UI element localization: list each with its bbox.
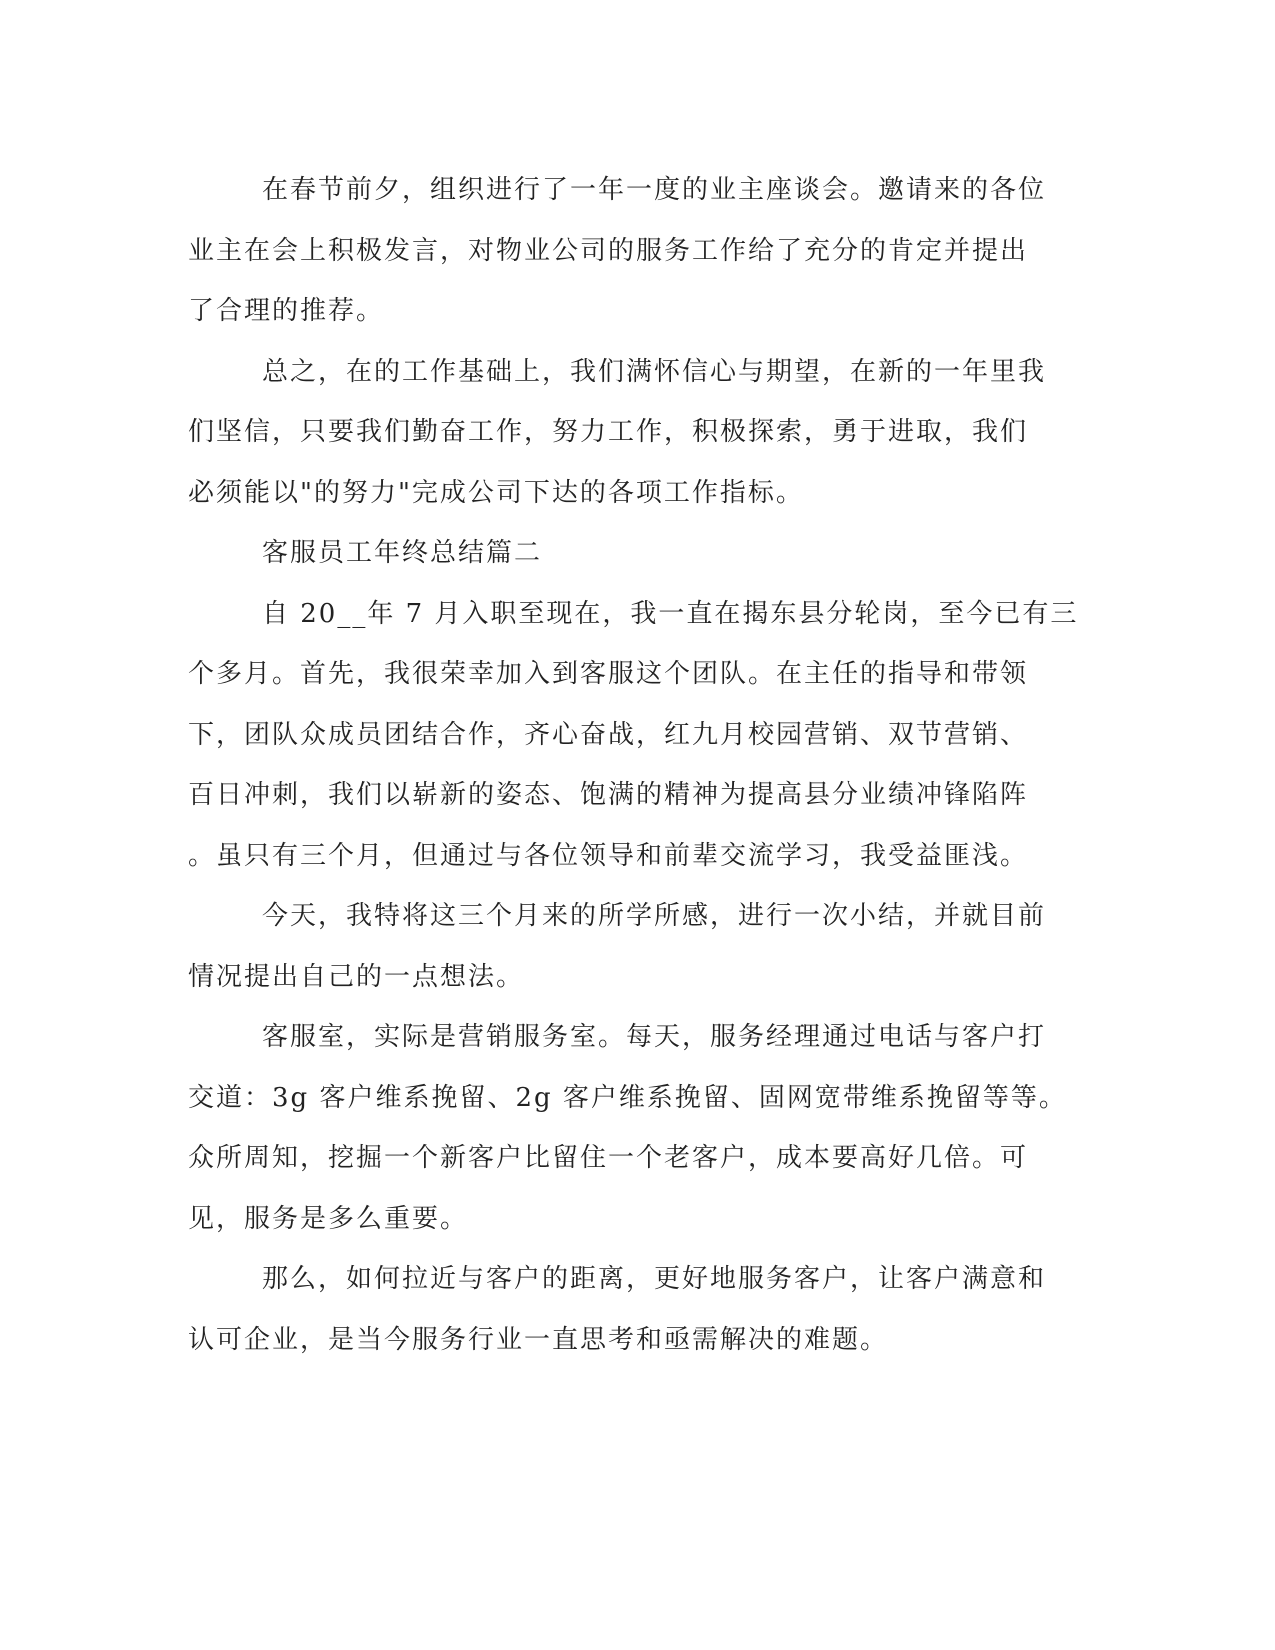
paragraph-line: 那么，如何拉近与客户的距离，更好地服务客户，让客户满意和 — [262, 1264, 1047, 1294]
paragraph-line: 业主在会上积极发言，对物业公司的服务工作给了充分的肯定并提出 — [188, 235, 1029, 266]
paragraph-line: 个多月。首先，我很荣幸加入到客服这个团队。在主任的指导和带领 — [188, 659, 1029, 689]
paragraph-line: 今天，我特将这三个月来的所学所感，进行一次小结，并就目前 — [262, 901, 1047, 931]
paragraph-line: 下，团队众成员团结合作，齐心奋战，红九月校园营销、双节营销、 — [188, 719, 1029, 750]
section-heading: 客服员工年终总结篇二 — [262, 538, 543, 568]
paragraph-line: 自 20__年 7 月入职至现在，我一直在揭东县分轮岗，至今已有三 — [262, 598, 1079, 629]
paragraph-line: 见，服务是多么重要。 — [188, 1203, 469, 1234]
paragraph-line: 了合理的推荐。 — [188, 296, 385, 326]
paragraph-line: 在春节前夕，组织进行了一年一度的业主座谈会。邀请来的各位 — [262, 175, 1047, 205]
paragraph-line: 必须能以"的努力"完成公司下达的各项工作指标。 — [188, 477, 804, 508]
paragraph-line: 们坚信，只要我们勤奋工作，努力工作，积极探索，勇于进取，我们 — [188, 417, 1029, 447]
paragraph-line: 。虽只有三个月，但通过与各位领导和前辈交流学习，我受益匪浅。 — [188, 840, 1029, 871]
paragraph-line: 客服室，实际是营销服务室。每天，服务经理通过电话与客户打 — [262, 1022, 1047, 1052]
paragraph-line: 交道：3g 客户维系挽留、2g 客户维系挽留、固网宽带维系挽留等等。 — [188, 1082, 1067, 1113]
paragraph-line: 百日冲刺，我们以崭新的姿态、饱满的精神为提高县分业绩冲锋陷阵 — [188, 780, 1029, 810]
paragraph-line: 认可企业，是当今服务行业一直思考和亟需解决的难题。 — [188, 1324, 889, 1355]
paragraph-line: 情况提出自己的一点想法。 — [188, 961, 525, 992]
document-body — [188, 160, 1078, 1370]
paragraph-line: 众所周知，挖掘一个新客户比留住一个老客户，成本要高好几倍。可 — [188, 1143, 1029, 1173]
paragraph-line: 总之，在的工作基础上，我们满怀信心与期望，在新的一年里我 — [262, 356, 1047, 387]
